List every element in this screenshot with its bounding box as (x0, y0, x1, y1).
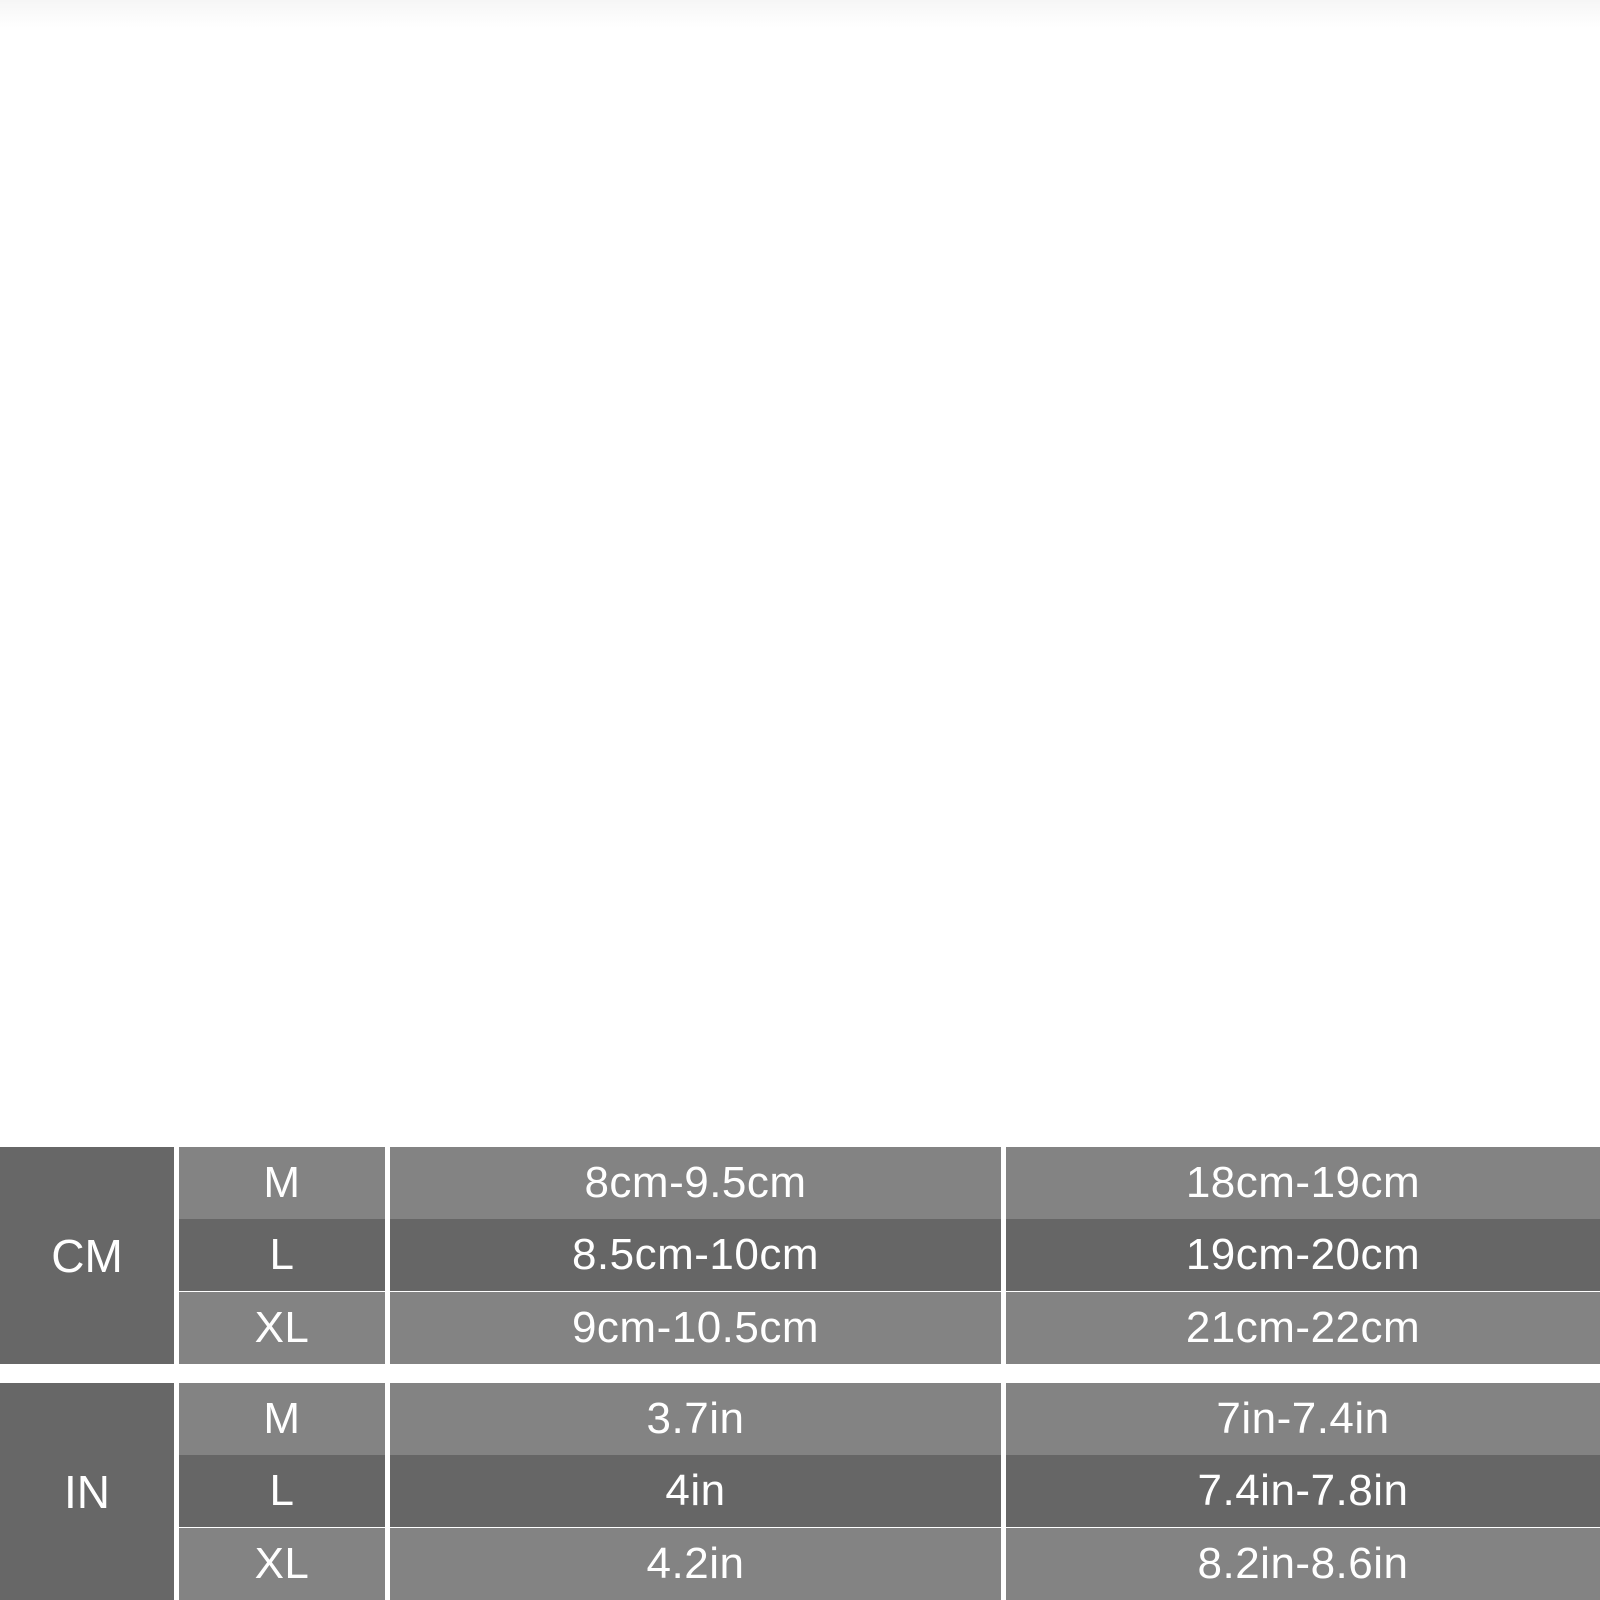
measurement-cell: 8cm-9.5cm (390, 1147, 1001, 1219)
table-row (179, 1219, 1600, 1291)
table-row (179, 1147, 1600, 1219)
table-row (179, 1292, 1600, 1364)
size-cell: XL (179, 1528, 385, 1600)
table-row (179, 1455, 1600, 1527)
measurement-cell: 18cm-19cm (1006, 1147, 1600, 1219)
table-row (179, 1528, 1600, 1600)
size-cell: L (179, 1455, 385, 1527)
measurement-cell: 3.7in (390, 1383, 1001, 1455)
measurement-cell: 9cm-10.5cm (390, 1292, 1001, 1364)
measurement-cell: 19cm-20cm (1006, 1219, 1600, 1291)
size-cell: L (179, 1219, 385, 1291)
size-table-in (0, 1383, 1600, 1600)
table-row (179, 1383, 1600, 1455)
measurement-cell: 4.2in (390, 1528, 1001, 1600)
measurement-cell: 21cm-22cm (1006, 1292, 1600, 1364)
top-edge-shade (0, 0, 1600, 28)
unit-label-cm: CM (0, 1147, 174, 1364)
measurement-cell: 8.2in-8.6in (1006, 1528, 1600, 1600)
size-cell: M (179, 1147, 385, 1219)
size-table-cm (0, 1147, 1600, 1364)
measurement-cell: 7in-7.4in (1006, 1383, 1600, 1455)
measurement-cell: 4in (390, 1455, 1001, 1527)
unit-label-in: IN (0, 1383, 174, 1600)
measurement-cell: 7.4in-7.8in (1006, 1455, 1600, 1527)
measurement-cell: 8.5cm-10cm (390, 1219, 1001, 1291)
size-cell: M (179, 1383, 385, 1455)
size-cell: XL (179, 1292, 385, 1364)
